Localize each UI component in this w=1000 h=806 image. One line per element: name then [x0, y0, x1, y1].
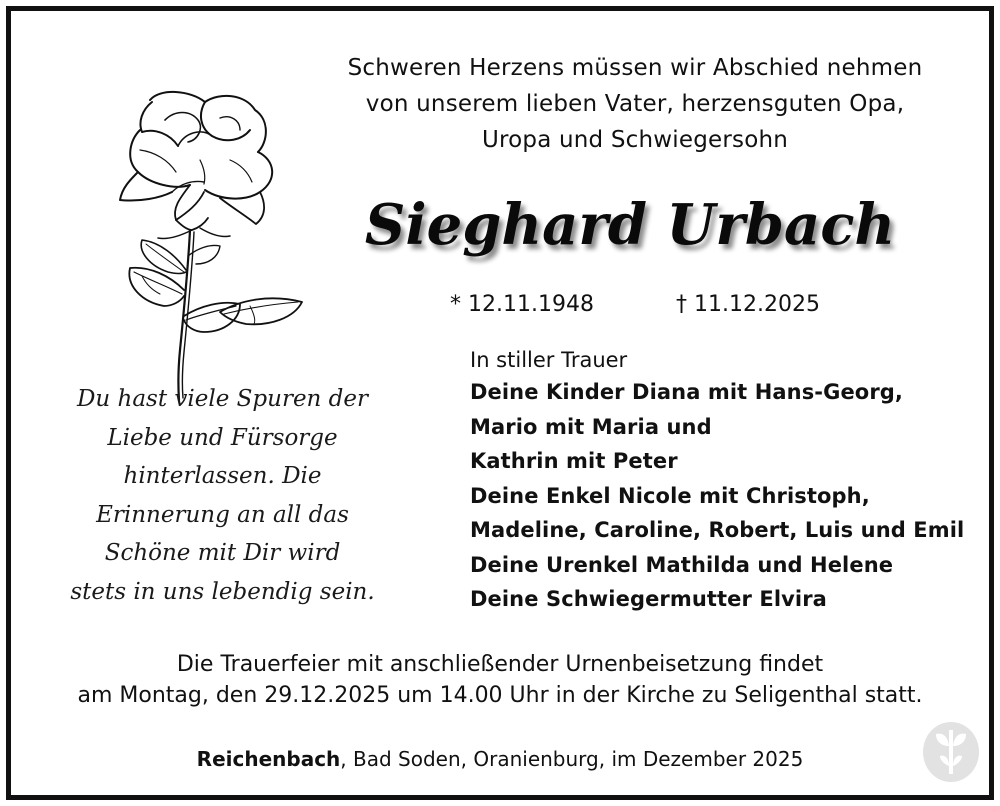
- footer-place-rest: , Bad Soden, Oranienburg, im Dezember 2025: [340, 747, 804, 771]
- birth-date: * 12.11.1948: [450, 292, 594, 317]
- mourner-line: Deine Schwiegermutter Elvira: [470, 587, 827, 611]
- ceremony-line: Die Trauerfeier mit anschließender Urnenbeisetzung findet: [176, 652, 824, 677]
- mourner-line: Deine Kinder Diana mit Hans-Georg,: [470, 380, 903, 404]
- memorial-poem: [50, 380, 395, 611]
- ceremony-info: [20, 649, 980, 711]
- memorial-emblem-icon: [918, 712, 984, 784]
- intro-line: Uropa und Schwiegersohn: [481, 127, 789, 153]
- mourners-label: In stiller Trauer: [470, 348, 628, 372]
- mourners-list: [470, 345, 980, 617]
- poem-line: Schöne mit Dir wird: [104, 540, 341, 566]
- deceased-name: Sieghard Urbach: [364, 192, 896, 258]
- poem-line: stets in uns lebendig sein.: [70, 578, 375, 605]
- poem-line: hinterlassen. Die: [123, 463, 322, 489]
- ceremony-line: am Montag, den 29.12.2025 um 14.00 Uhr in der Kirche zu Seligenthal statt.: [77, 683, 923, 708]
- intro-line: von unserem lieben Vater, herzensguten Opa,: [365, 91, 905, 117]
- death-date: † 11.12.2025: [676, 292, 820, 317]
- footer-places: [20, 745, 980, 773]
- rose-drawing-icon: [80, 80, 320, 410]
- mourner-line: Madeline, Caroline, Robert, Luis und Emil: [470, 518, 965, 542]
- intro-text: [300, 50, 970, 158]
- poem-line: Liebe und Fürsorge: [107, 424, 338, 451]
- mourner-line: Deine Urenkel Mathilda und Helene: [470, 552, 894, 577]
- intro-line: Schweren Herzens müssen wir Abschied nehmen: [347, 55, 923, 81]
- mourner-line: Mario mit Maria und: [470, 414, 712, 439]
- poem-line: Erinnerung an all das: [96, 501, 349, 528]
- poem-line: Du hast viele Spuren der: [76, 386, 369, 412]
- mourner-line: Deine Enkel Nicole mit Christoph,: [470, 483, 870, 508]
- footer-place-bold: Reichenbach: [196, 747, 341, 771]
- mourner-line: Kathrin mit Peter: [470, 449, 678, 473]
